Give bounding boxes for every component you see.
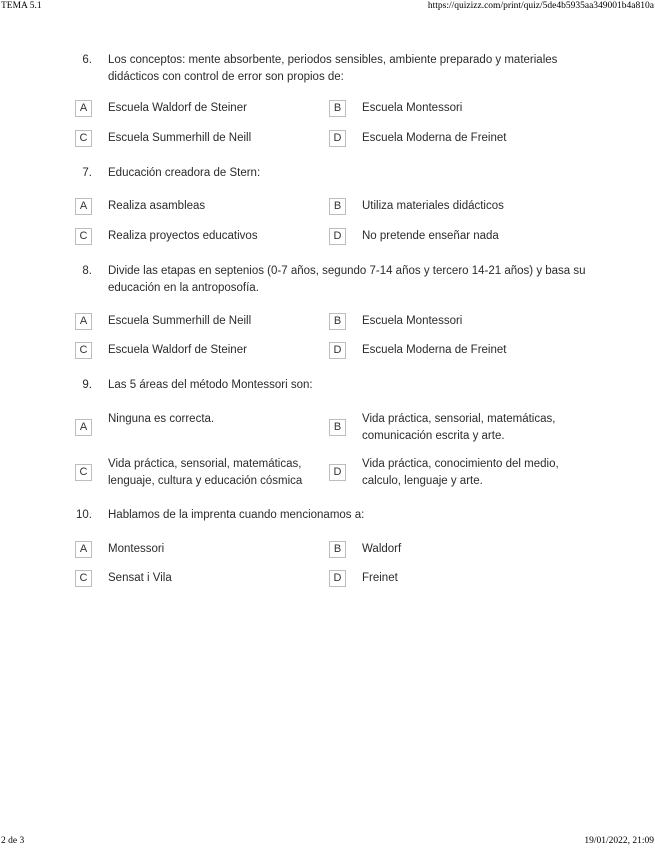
option-letter-box: B [329, 198, 346, 215]
option-text: Escuela Moderna de Freinet [362, 344, 507, 356]
print-datetime: 19/01/2022, 21:09 [584, 836, 654, 846]
option-letter-box: A [75, 313, 92, 330]
question-text-line: Divide las etapas en septenios (0-7 años, segundo 7-14 años y tercero 14-21 años) y basa su [108, 265, 586, 277]
option-letter-box: B [329, 100, 346, 117]
option-text: Utiliza materiales didácticos [362, 200, 504, 212]
option-text: Ninguna es correcta. [108, 413, 215, 425]
option-text: Escuela Moderna de Freinet [362, 132, 507, 144]
option-text: Realiza proyectos educativos [108, 230, 258, 242]
option-letter-box: C [75, 130, 92, 147]
document-title: TEMA 5.1 [1, 1, 42, 11]
question-text-line: Hablamos de la imprenta cuando mencionamos a: [108, 509, 365, 521]
option-letter-box: B [329, 541, 346, 558]
question-number: 10. [76, 509, 92, 521]
option-letter-box: C [75, 570, 92, 587]
print-footer [0, 835, 655, 848]
question-number: 6. [82, 54, 92, 66]
option-text: Montessori [108, 543, 165, 555]
print-header [0, 0, 655, 14]
option-letter-box: A [75, 100, 92, 117]
option-text-line: Vida práctica, sensorial, matemáticas, [362, 413, 556, 425]
option-letter-box: D [329, 570, 346, 587]
option-letter-box: C [75, 342, 92, 359]
option-text: Escuela Waldorf de Steiner [108, 344, 247, 356]
option-text-line: Vida práctica, conocimiento del medio, [362, 458, 559, 470]
option-text-line: calculo, lenguaje y arte. [362, 475, 483, 487]
option-letter-box: D [329, 342, 346, 359]
option-letter-box: C [75, 228, 92, 245]
option-text-line: Vida práctica, sensorial, matemáticas, [108, 458, 302, 470]
question-text-line: Educación creadora de Stern: [108, 167, 261, 179]
option-letter-box: A [75, 419, 92, 436]
option-letter-box: B [329, 419, 346, 436]
page-counter: 2 de 3 [1, 836, 25, 846]
question-number: 9. [82, 379, 92, 391]
option-text: No pretende enseñar nada [362, 230, 499, 242]
question-number: 7. [82, 167, 92, 179]
option-text: Escuela Summerhill de Neill [108, 132, 252, 144]
option-text: Realiza asambleas [108, 200, 206, 212]
option-letter-box: D [329, 130, 346, 147]
option-text: Escuela Montessori [362, 315, 463, 327]
option-text: Escuela Waldorf de Steiner [108, 102, 247, 114]
question-number: 8. [82, 265, 92, 277]
option-letter-box: A [75, 198, 92, 215]
option-letter-box: D [329, 228, 346, 245]
option-letter-box: B [329, 313, 346, 330]
source-url: https://quizizz.com/print/quiz/5de4b5935aa349001b4a810a [427, 1, 654, 11]
question-text-line: educación en la antroposofía. [108, 282, 259, 294]
option-letter-box: A [75, 541, 92, 558]
option-text: Freinet [362, 572, 398, 584]
question-text-line: Las 5 áreas del método Montessori son: [108, 379, 313, 391]
question-text-line: didácticos con control de error son propios de: [108, 71, 344, 83]
option-letter-box: C [75, 464, 92, 481]
option-text: Sensat i Vila [108, 572, 172, 584]
option-text: Waldorf [362, 543, 402, 555]
option-text: Escuela Summerhill de Neill [108, 315, 252, 327]
option-letter-box: D [329, 464, 346, 481]
option-text-line: comunicación escrita y arte. [362, 430, 505, 442]
option-text-line: lenguaje, cultura y educación cósmica [108, 475, 303, 487]
option-text: Escuela Montessori [362, 102, 463, 114]
question-text-line: Los conceptos: mente absorbente, periodos sensibles, ambiente preparado y materiales [108, 54, 558, 66]
